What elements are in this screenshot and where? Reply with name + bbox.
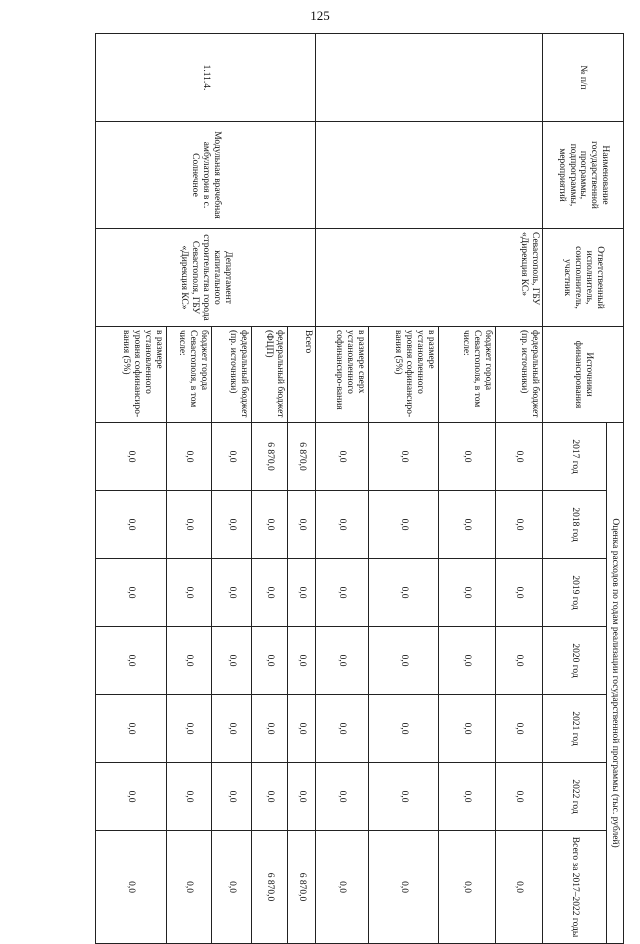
table-row xyxy=(496,34,543,944)
value-cell: 0,0 xyxy=(316,695,369,763)
group1-name-cell xyxy=(316,122,543,229)
group2-name: Модульная врачебная амбулатория в с. Солнечное xyxy=(96,122,316,229)
value-cell: 0,0 xyxy=(439,695,496,763)
value-cell: 0,0 xyxy=(252,491,288,559)
value-cell: 0,0 xyxy=(96,627,167,695)
value-cell: 0,0 xyxy=(167,491,212,559)
value-cell: 0,0 xyxy=(369,627,439,695)
value-cell: 0,0 xyxy=(369,559,439,627)
value-cell: 0,0 xyxy=(252,695,288,763)
header-year-2022: 2022 год xyxy=(543,763,607,831)
value-cell: 0,0 xyxy=(212,695,252,763)
value-cell: 0,0 xyxy=(439,491,496,559)
value-cell: 6 870,0 xyxy=(252,423,288,491)
value-cell: 0,0 xyxy=(369,423,439,491)
header-responsible: Ответственный исполнитель, соисполнитель, участник xyxy=(543,229,624,327)
source-label: Всего xyxy=(288,327,316,423)
value-cell: 0,0 xyxy=(369,763,439,831)
value-cell: 0,0 xyxy=(369,831,439,944)
value-cell: 0,0 xyxy=(252,627,288,695)
value-cell: 6 870,0 xyxy=(288,423,316,491)
header-total: Всего за 2017–2022 годы xyxy=(543,831,607,944)
header-year-2021: 2021 год xyxy=(543,695,607,763)
funding-table xyxy=(95,33,624,944)
rotated-table-container xyxy=(113,33,624,938)
value-cell: 0,0 xyxy=(167,763,212,831)
value-cell: 0,0 xyxy=(496,627,543,695)
header-year-2019: 2019 год xyxy=(543,559,607,627)
value-cell: 0,0 xyxy=(316,491,369,559)
value-cell: 0,0 xyxy=(439,423,496,491)
value-cell: 0,0 xyxy=(167,423,212,491)
value-cell: 0,0 xyxy=(439,627,496,695)
value-cell: 0,0 xyxy=(439,831,496,944)
value-cell: 0,0 xyxy=(288,559,316,627)
header-year-2018: 2018 год xyxy=(543,491,607,559)
header-year-2020: 2020 год xyxy=(543,627,607,695)
header-sources: Источники финансирования xyxy=(543,327,624,423)
source-label: федеральный бюджет (пр. источники) xyxy=(496,327,543,423)
value-cell: 0,0 xyxy=(167,695,212,763)
value-cell: 0,0 xyxy=(439,763,496,831)
value-cell: 0,0 xyxy=(252,559,288,627)
value-cell: 0,0 xyxy=(212,831,252,944)
source-label: бюджет города Севастополя, в том числе: xyxy=(439,327,496,423)
header-no: № п/п xyxy=(543,34,624,122)
value-cell: 0,0 xyxy=(496,763,543,831)
value-cell: 0,0 xyxy=(167,831,212,944)
value-cell: 0,0 xyxy=(316,423,369,491)
value-cell: 0,0 xyxy=(252,763,288,831)
value-cell: 0,0 xyxy=(212,423,252,491)
value-cell: 6 870,0 xyxy=(252,831,288,944)
header-year-2017: 2017 год xyxy=(543,423,607,491)
value-cell: 0,0 xyxy=(167,559,212,627)
value-cell: 0,0 xyxy=(316,627,369,695)
value-cell: 0,0 xyxy=(288,695,316,763)
value-cell: 0,0 xyxy=(316,831,369,944)
value-cell: 0,0 xyxy=(316,763,369,831)
value-cell: 0,0 xyxy=(496,831,543,944)
value-cell: 0,0 xyxy=(96,831,167,944)
value-cell: 0,0 xyxy=(167,627,212,695)
value-cell: 0,0 xyxy=(212,559,252,627)
value-cell: 0,0 xyxy=(212,627,252,695)
value-cell: 0,0 xyxy=(96,491,167,559)
value-cell: 0,0 xyxy=(96,695,167,763)
value-cell: 0,0 xyxy=(96,559,167,627)
value-cell: 0,0 xyxy=(369,695,439,763)
header-estimate: Оценка расходов по годам реализации государственной программы (тыс. рублей) xyxy=(607,423,624,944)
group1-responsible: Севастополь, ГБУ «Дирекция КС» xyxy=(316,229,543,327)
value-cell: 0,0 xyxy=(288,491,316,559)
source-label: федеральный бюджет (ФЦП) xyxy=(252,327,288,423)
source-label: федеральный бюджет (пр. источники) xyxy=(212,327,252,423)
value-cell: 0,0 xyxy=(496,695,543,763)
value-cell: 0,0 xyxy=(96,763,167,831)
header-name: Наименование государственной программы, подпрограммы, мероприятий xyxy=(543,122,624,229)
value-cell: 0,0 xyxy=(288,627,316,695)
value-cell: 0,0 xyxy=(496,423,543,491)
group2-no: 1.11.4. xyxy=(96,34,316,122)
value-cell: 0,0 xyxy=(96,423,167,491)
source-label: в размере установленного уровня софинансиро-вания (5%) xyxy=(96,327,167,423)
group1-no-cell xyxy=(316,34,543,122)
value-cell: 0,0 xyxy=(212,763,252,831)
value-cell: 0,0 xyxy=(316,559,369,627)
value-cell: 0,0 xyxy=(496,491,543,559)
page-number: 125 xyxy=(310,8,330,23)
value-cell: 6 870,0 xyxy=(288,831,316,944)
value-cell: 0,0 xyxy=(288,763,316,831)
group2-responsible: Департамент капитального строительства города Севастополя, ГБУ «Дирекция КС» xyxy=(96,229,316,327)
value-cell: 0,0 xyxy=(496,559,543,627)
value-cell: 0,0 xyxy=(212,491,252,559)
table-row xyxy=(288,34,316,944)
source-label: бюджет города Севастополя, в том числе: xyxy=(167,327,212,423)
source-label: в размере сверх установленного софинансиро-вания xyxy=(316,327,369,423)
source-label: в размере установленного уровня софинансиро-вания (5%) xyxy=(369,327,439,423)
value-cell: 0,0 xyxy=(369,491,439,559)
value-cell: 0,0 xyxy=(439,559,496,627)
